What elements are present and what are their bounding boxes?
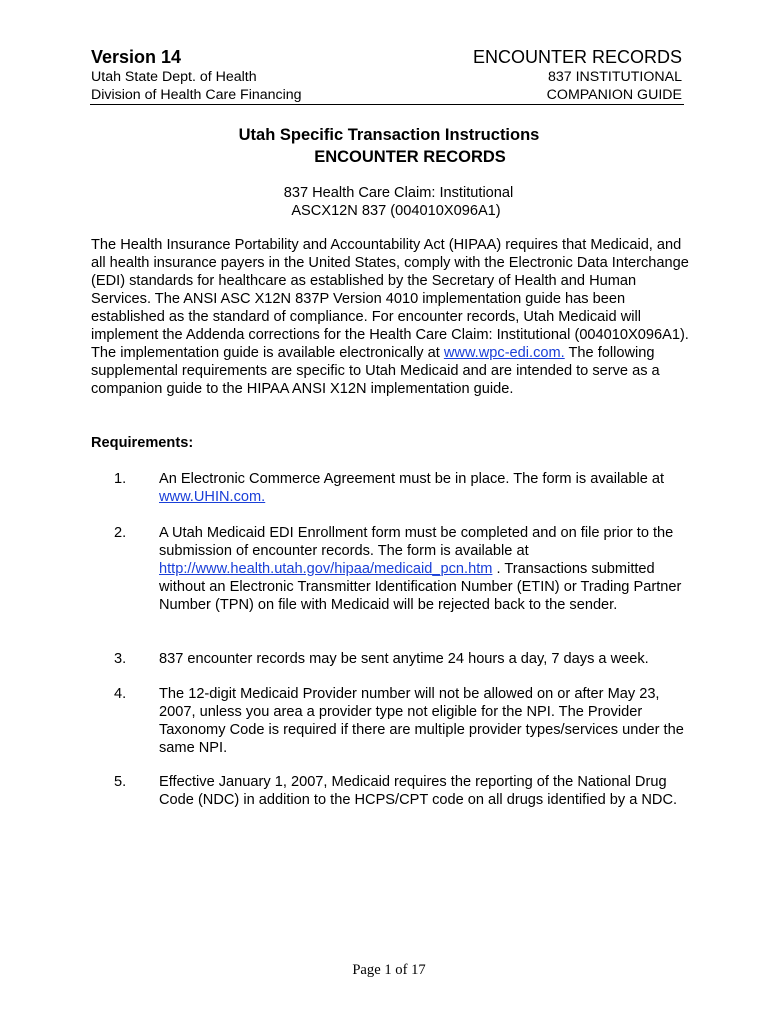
- requirement-number: 4.: [114, 686, 127, 702]
- requirement-number: 2.: [114, 525, 127, 541]
- document-subtitle: ENCOUNTER RECORDS: [314, 148, 506, 166]
- requirement-text: 837 encounter records may be sent anytime 24 hours a day, 7 days a week.: [159, 651, 649, 667]
- requirement-text: Effective January 1, 2007, Medicaid requires the reporting of the National Drug Code (NDC) in addition to the HCPS/CPT code on all drugs identified by a NDC.: [159, 774, 678, 808]
- intro-text: The Health Insurance Portability and Accountability Act (HIPAA) requires that Medicaid, and all health insurance payers in the United States, comply with the Electronic Data Interchange (EDI) standards for healthcare as established by the Secretary of Health and Human Services. The ANSI ASC X12N 837P Version 4010 implementation guide has been established as the standard of compliance. For encounter records, Utah Medicaid will implement the Addenda corrections for the Health Care Claim: Institutional (004010X096A1). The implementation guide is available electronically at: [91, 237, 689, 361]
- page-header: [91, 46, 682, 104]
- header-dept: Utah State Dept. of Health: [91, 69, 257, 85]
- header-companion-guide: COMPANION GUIDE: [546, 87, 682, 103]
- requirement-text: The 12-digit Medicaid Provider number will not be allowed on or after May 23, 2007, unless you area a provider type not eligible for the NPI. The Provider Taxonomy Code is required if there are multiple provider types/services under the same NPI.: [159, 686, 684, 756]
- requirement-number: 1.: [114, 471, 127, 487]
- medicaid-pcn-link[interactable]: http://www.health.utah.gov/hipaa/medicaid_pcn.htm: [159, 561, 493, 577]
- requirement-number: 5.: [114, 774, 127, 790]
- version-label: Version 14: [91, 47, 182, 67]
- requirement-text: [159, 524, 689, 614]
- wpc-edi-link[interactable]: www.wpc-edi.com.: [443, 345, 565, 361]
- page-number: Page 1 of 17: [352, 962, 426, 978]
- claim-version: ASCX12N 837 (004010X096A1): [291, 203, 501, 219]
- header-institutional: 837 INSTITUTIONAL: [547, 69, 682, 85]
- uhin-link[interactable]: www.UHIN.com.: [159, 489, 266, 505]
- intro-text-continued: The following supplemental requirements are specific to Utah Medicaid and are intended to serve as a companion guide to the HIPAA ANSI X12N implementation guide.: [91, 345, 660, 397]
- claim-type: 837 Health Care Claim: Institutional: [283, 185, 514, 201]
- requirement-text-part: A Utah Medicaid EDI Enrollment form must be completed and on file prior to the submission of encounter records. The form is available at: [159, 525, 674, 559]
- header-division: Division of Health Care Financing: [91, 87, 302, 103]
- document-title: Utah Specific Transaction Instructions: [238, 126, 540, 144]
- requirement-text: [159, 470, 689, 506]
- header-rule: [90, 104, 684, 105]
- requirement-number: 3.: [114, 651, 127, 667]
- intro-paragraph: [91, 236, 691, 398]
- header-encounter-records: ENCOUNTER RECORDS: [472, 47, 682, 67]
- requirements-heading: Requirements:: [91, 435, 194, 451]
- requirement-text-part: . Transactions submitted without an Electronic Transmitter Identification Number (ETIN) or Trading Partner Number (TPN) on file with Medicaid will be rejected back to the sender.: [159, 561, 682, 613]
- requirement-text-part: An Electronic Commerce Agreement must be in place. The form is available at: [159, 471, 665, 487]
